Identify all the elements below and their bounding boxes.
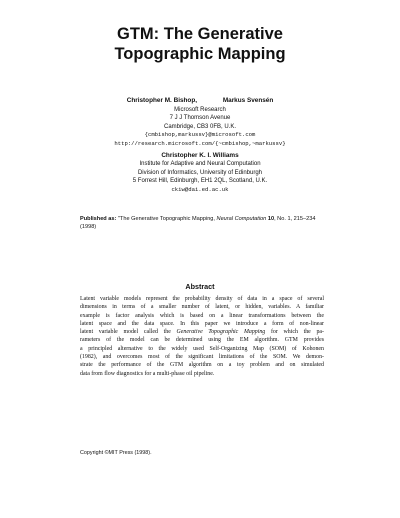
affiliation-institute: Institute for Adaptive and Neural Computation bbox=[139, 161, 261, 168]
author-bishop: Christopher M. Bishop, bbox=[126, 97, 198, 104]
affiliation-street: 7 J J Thomson Avenue bbox=[169, 115, 231, 122]
published-label: Published as: bbox=[80, 216, 117, 222]
publication-note bbox=[80, 215, 324, 231]
title-line-1: GTM: The Generative bbox=[117, 25, 283, 43]
abstract-line-5-end: for which the pa- bbox=[265, 329, 325, 336]
affiliation-address: 5 Forrest Hill, Edinburgh, EH1 2QL, Scotland, U.K. bbox=[132, 178, 268, 185]
affiliation-edinburgh bbox=[0, 152, 400, 194]
affiliation-division: Division of Informatics, University of Edinburgh bbox=[137, 169, 263, 176]
published-volume: 10 bbox=[267, 216, 275, 222]
abstract-line: dimensions in terms of a smaller number of latent, or hidden, variables. A familiar bbox=[80, 304, 324, 311]
abstract-line: data from flow diagnostics for a multi-phase oil pipeline. bbox=[80, 370, 215, 377]
author-line bbox=[0, 97, 400, 104]
copyright-notice: Copyright ©MIT Press (1998). bbox=[80, 450, 152, 456]
abstract-line: (1982), and overcomes most of the significant limitations of the SOM. We demon- bbox=[80, 354, 324, 361]
abstract-line: Latent variable models represent the probability density of data in a space of several bbox=[80, 296, 324, 302]
abstract-model-name: Generative Topographic Mapping bbox=[176, 329, 266, 336]
author-svensen: Markus Svensén bbox=[222, 97, 274, 104]
abstract-heading: Abstract bbox=[185, 282, 215, 291]
abstract-line: example is factor analysis which is based on a linear transformations between the bbox=[80, 312, 324, 319]
author-williams: Christopher K. I. Williams bbox=[161, 152, 239, 159]
paper-title bbox=[0, 24, 400, 64]
abstract-line: a principled alternative to the widely used Self-Organizing Map (SOM) of Kohonen bbox=[80, 345, 324, 352]
affiliation-email-2: ckiw@dai.ed.ac.uk bbox=[171, 185, 229, 193]
published-text-after: , No. 1, 215–234 (1998) bbox=[80, 216, 316, 230]
abstract-line-5-start: latent variable model called the bbox=[80, 329, 177, 336]
abstract-line: rameters of the model can be determined using the EM algorithm. GTM provides bbox=[80, 337, 324, 344]
abstract-line: latent space and the data space. In this paper we introduce a form of non-linear bbox=[80, 320, 324, 327]
affiliation-email: {cmbishop,markussv}@microsoft.com bbox=[144, 131, 256, 139]
affiliation-url: http://research.microsoft.com/{~cmbishop,~markussv} bbox=[114, 139, 286, 147]
abstract-body bbox=[80, 295, 324, 378]
affiliation-city: Cambridge, CB3 0FB, U.K. bbox=[163, 123, 237, 130]
affiliation-org: Microsoft Research bbox=[174, 107, 226, 113]
affiliation-microsoft bbox=[0, 106, 400, 148]
title-line-2: Topographic Mapping bbox=[114, 45, 286, 63]
published-journal: Neural Computation bbox=[216, 216, 267, 222]
abstract-line: strate the performance of the GTM algorithm on a toy problem and on simulated bbox=[80, 362, 324, 369]
published-text-before: "The Generative Topographic Mapping, bbox=[116, 216, 217, 222]
abstract-line bbox=[80, 328, 324, 336]
